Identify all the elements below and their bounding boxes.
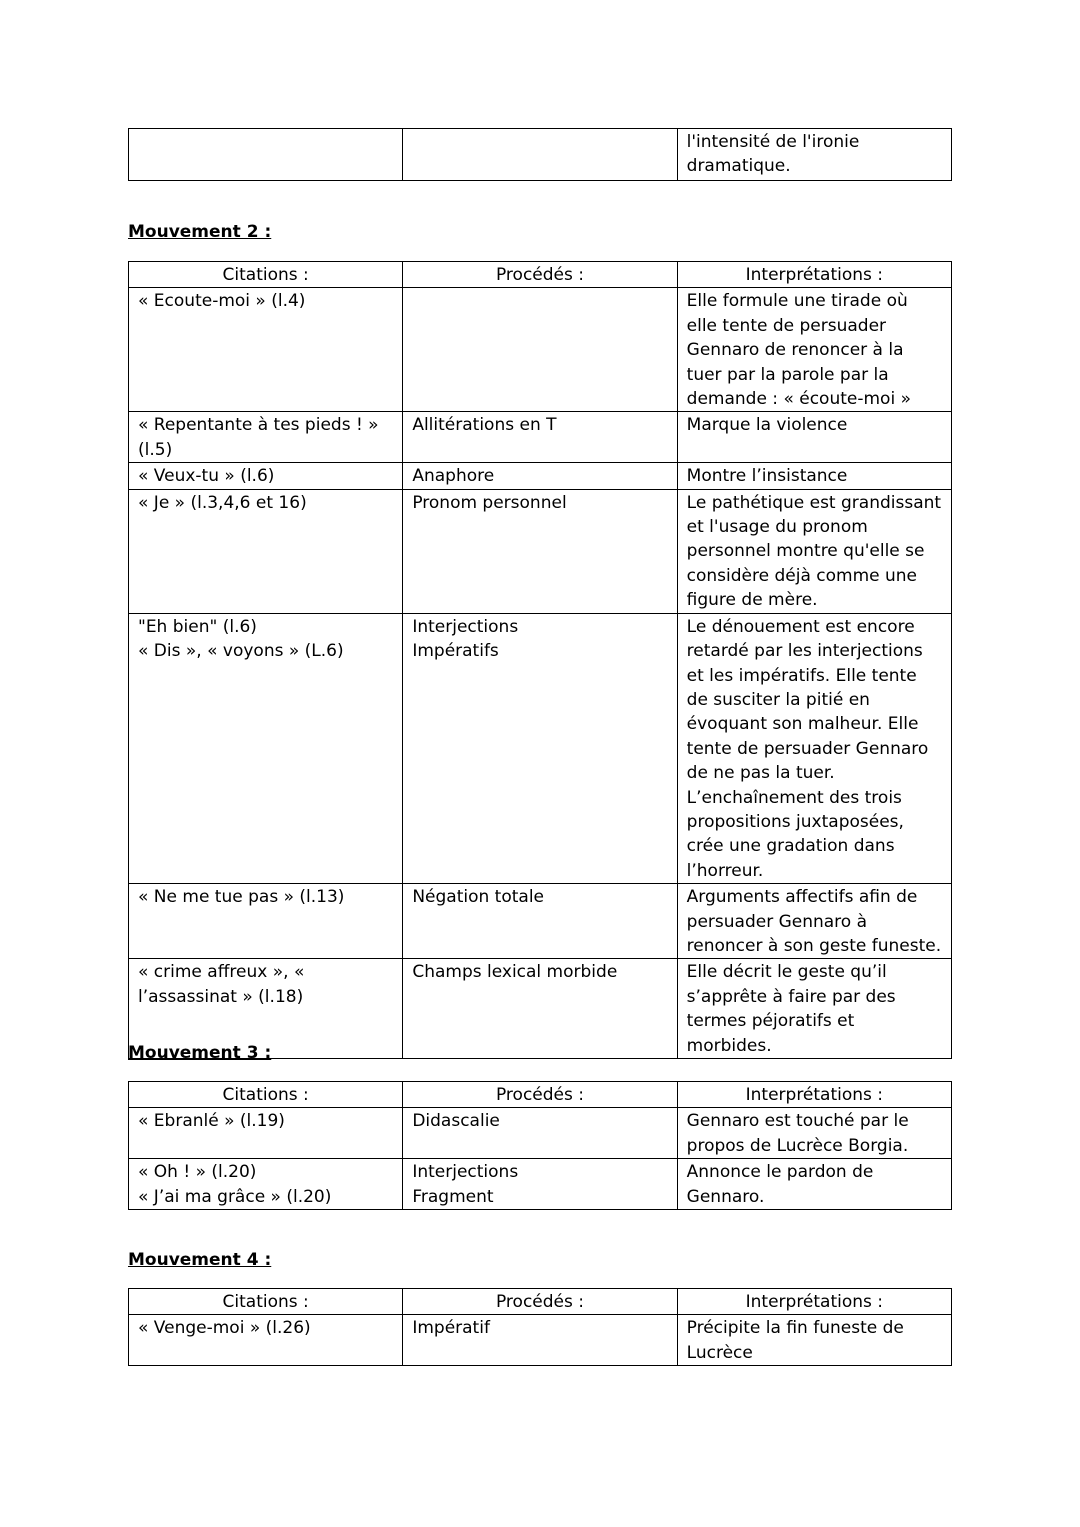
mouvement-2-table: [128, 261, 952, 1059]
table-row: [129, 1159, 952, 1210]
citation-cell: « Veux-tu » (l.6): [129, 463, 403, 489]
procede-cell: Interjections Impératifs: [403, 613, 677, 883]
table-header-row: [129, 1082, 952, 1108]
procede-cell: Négation totale: [403, 884, 677, 959]
table-row: [129, 463, 952, 489]
interpretation-cell: Annonce le pardon de Gennaro.: [677, 1159, 951, 1210]
header-citations: Citations :: [129, 1289, 403, 1315]
fragment-cell-interpretation: l'intensité de l'ironie dramatique.: [677, 129, 951, 181]
table-header-row: [129, 262, 952, 288]
mouvement-4-table: [128, 1288, 952, 1366]
header-interpretations: Interprétations :: [677, 262, 951, 288]
header-procedes: Procédés :: [403, 262, 677, 288]
table-row: [129, 412, 952, 463]
header-procedes: Procédés :: [403, 1289, 677, 1315]
table-header-row: [129, 1289, 952, 1315]
mouvement-3-heading: Mouvement 3 :: [128, 1043, 272, 1063]
table-row: [129, 613, 952, 883]
header-procedes: Procédés :: [403, 1082, 677, 1108]
procede-cell: [403, 288, 677, 412]
citation-cell: « Je » (l.3,4,6 et 16): [129, 489, 403, 613]
interpretation-cell: Le pathétique est grandissant et l'usage du pronom personnel montre qu'elle se considère déjà comme une figure de mère.: [677, 489, 951, 613]
citation-cell: « Ebranlé » (l.19): [129, 1108, 403, 1159]
interpretation-cell: Montre l’insistance: [677, 463, 951, 489]
interpretation-cell: Marque la violence: [677, 412, 951, 463]
mouvement-3-table: [128, 1081, 952, 1210]
interpretation-cell: Elle décrit le geste qu’il s’apprête à faire par des termes péjoratifs et morbides.: [677, 959, 951, 1059]
citation-cell: « Venge-moi » (l.26): [129, 1315, 403, 1366]
table-fragment-top: [128, 128, 952, 181]
citation-cell: « Ne me tue pas » (l.13): [129, 884, 403, 959]
table-row: [129, 1108, 952, 1159]
citation-cell: « Ecoute-moi » (l.4): [129, 288, 403, 412]
interpretation-cell: Elle formule une tirade où elle tente de persuader Gennaro de renoncer à la tuer par la parole par la demande : « écoute-moi »: [677, 288, 951, 412]
fragment-cell-procede: [403, 129, 677, 181]
table-row: [129, 288, 952, 412]
citation-cell: « crime affreux », « l’assassinat » (l.18): [129, 959, 403, 1059]
procede-cell: Anaphore: [403, 463, 677, 489]
table-row: [129, 489, 952, 613]
procede-cell: Interjections Fragment: [403, 1159, 677, 1210]
table-row: [129, 129, 952, 181]
procede-cell: Champs lexical morbide: [403, 959, 677, 1059]
table-row: [129, 884, 952, 959]
header-interpretations: Interprétations :: [677, 1289, 951, 1315]
procede-cell: Allitérations en T: [403, 412, 677, 463]
mouvement-2-heading: Mouvement 2 :: [128, 222, 272, 242]
fragment-cell-citation: [129, 129, 403, 181]
header-citations: Citations :: [129, 1082, 403, 1108]
header-interpretations: Interprétations :: [677, 1082, 951, 1108]
citation-cell: « Repentante à tes pieds ! » (l.5): [129, 412, 403, 463]
interpretation-cell: Gennaro est touché par le propos de Lucrèce Borgia.: [677, 1108, 951, 1159]
citation-cell: « Oh ! » (l.20) « J’ai ma grâce » (l.20): [129, 1159, 403, 1210]
mouvement-4-heading: Mouvement 4 :: [128, 1250, 272, 1270]
header-citations: Citations :: [129, 262, 403, 288]
procede-cell: Pronom personnel: [403, 489, 677, 613]
interpretation-cell: Le dénouement est encore retardé par les interjections et les impératifs. Elle tente de susciter la pitié en évoquant son malheur. Elle tente de persuader Gennaro de ne pas la tuer. L’enchaînement des trois propositions juxtaposées, crée une gradation dans l’horreur.: [677, 613, 951, 883]
procede-cell: Impératif: [403, 1315, 677, 1366]
citation-cell: "Eh bien" (l.6) « Dis », « voyons » (L.6): [129, 613, 403, 883]
interpretation-cell: Arguments affectifs afin de persuader Gennaro à renoncer à son geste funeste.: [677, 884, 951, 959]
procede-cell: Didascalie: [403, 1108, 677, 1159]
table-row: [129, 1315, 952, 1366]
interpretation-cell: Précipite la fin funeste de Lucrèce: [677, 1315, 951, 1366]
